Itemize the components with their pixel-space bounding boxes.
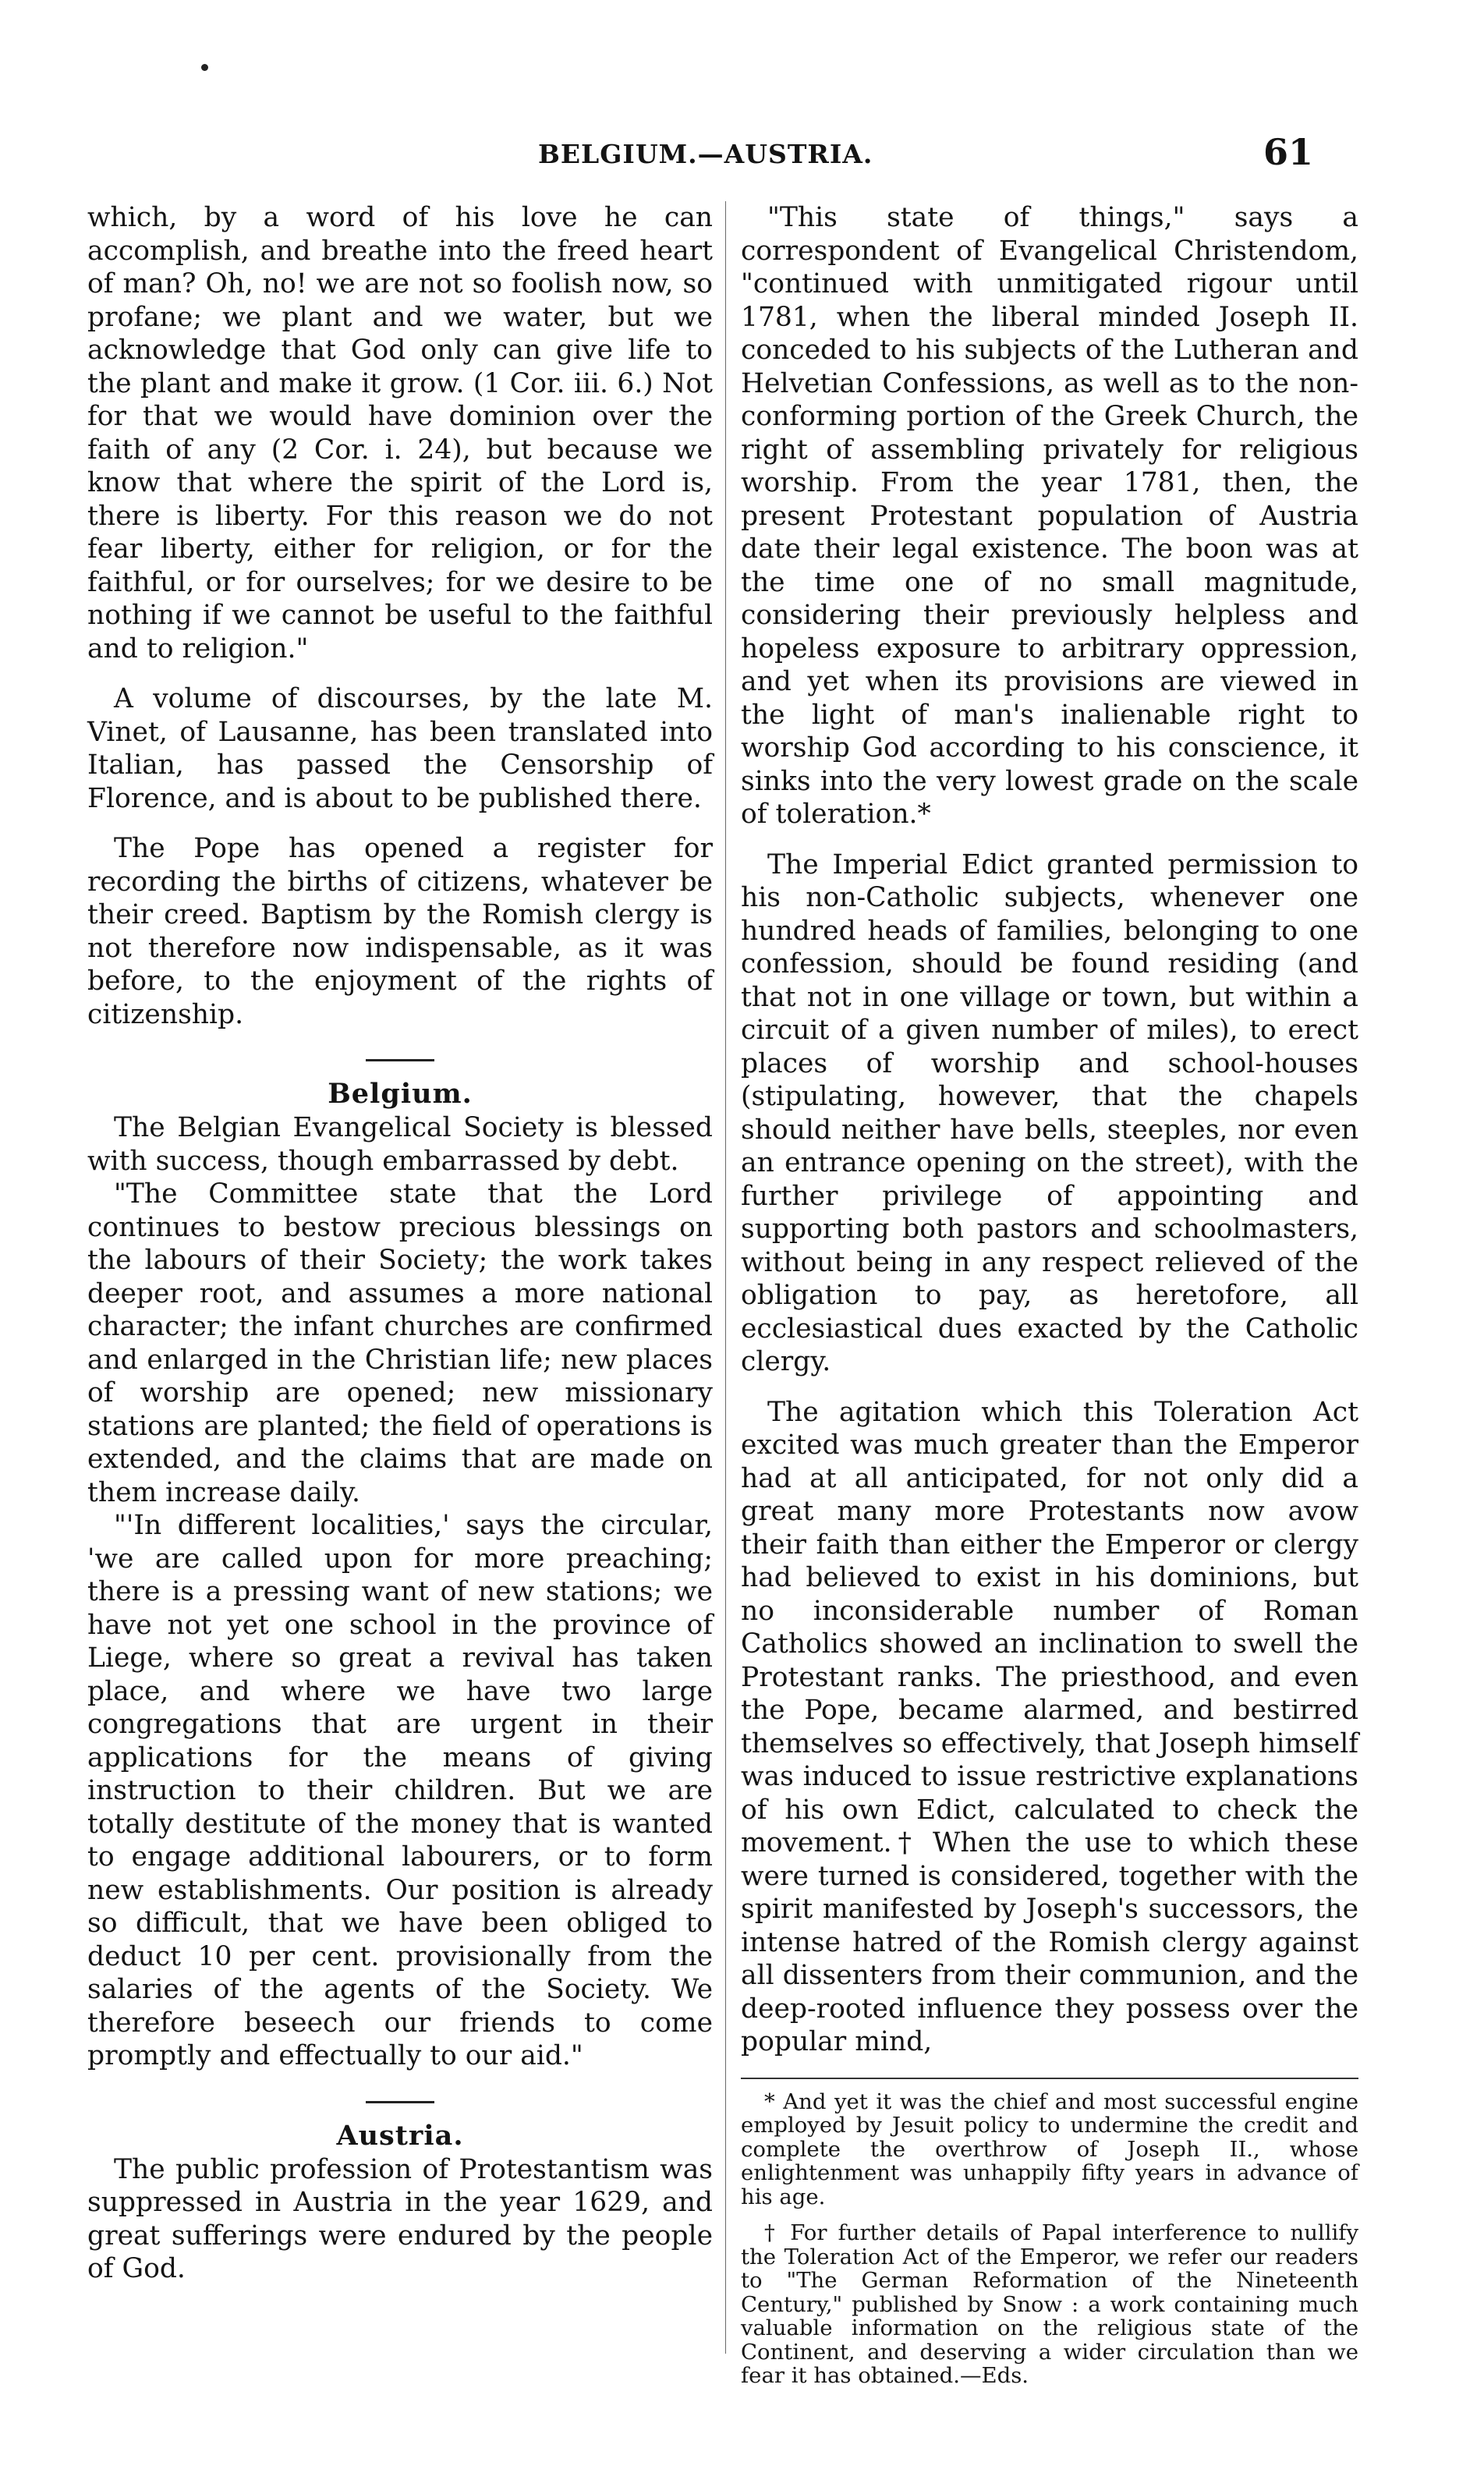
section-heading-austria: Austria. (336, 2119, 464, 2152)
footnote-rule (741, 2078, 1358, 2079)
paragraph-continuation: which, by a word of his love he can accomplish, and breathe into the freed heart of man? Oh, no! we are not so foolish now, so profane; we plant and we water, but we acknowledge that God only can give life to the plant and make it grow. (1 Cor. iii. 6.) Not for that we would have dominion over the faith of any (2 Cor. i. 24), but because we know that where the spirit of the Lord is, there is liberty. For this reason we do not fear liberty, either for religion, or for the faithful, or for ourselves; for we desire to be nothing if we cannot be useful to the faithful and to religion." (87, 202, 713, 664)
paragraph-toleration-act: The agitation which this Toleration Act excited was much greater than the Emperor had at all anticipated, for not only did a great many more Protestants now avow their faith than either the Emperor or clergy had believed to exist in his dominions, but no inconsiderable number of Roman Catholics showed an inclination to swell the Protestant ranks. The priesthood, and even the Pope, became alarmed, and bestirred themselves so effectively, that Joseph himself was induced to issue restrictive explanations of his own Edict, calculated to check the movement.† When the use to which these were turned is considered, together with the spirit manifested by Joseph's successors, the intense hatred of the Romish clergy against all dissenters from their communion, and the deep-rooted influence they possess over the popular mind, (741, 1396, 1358, 2057)
paragraph-belgian-society: The Belgian Evangelical Society is blessed with success, though embarrassed by debt. (87, 1112, 713, 1177)
section-divider (366, 2101, 434, 2103)
section-divider (366, 1059, 434, 1061)
paragraph-circular: "'In different localities,' says the circular, 'we are called upon for more preaching; there is a pressing want of new stations; we have not yet one school in the province of Liege, where so great a revival has taken place, and where we have two large congregations that are urgent in their applications for the means of giving instruction to their children. But we are totally destitute of the money that is wanted to engage additional labourers, or to form new establishments. Our position is already so difficult, that we have been obliged to deduct 10 per cent. provisionally from the salaries of the agents of the Society. We therefore beseech our friends to come promptly and effectually to our aid." (87, 1510, 713, 2071)
paragraph-state-of-things: "This state of things," says a correspondent of Evangelical Christendom, "continued with unmitigated rigour until 1781, when the liberal minded Joseph II. conceded to his subjects of the Lutheran and Helvetian Confessions, as well as to the non-conforming portion of the Greek Church, the right of assembling privately for religious worship. From the year 1781, then, the present Protestant population of Austria date their legal existence. The boon was at the time one of no small magnitude, considering their previously helpless and hopeless exposure to arbitrary oppression, and yet when its provisions are viewed in the light of man's inalienable right to worship God according to his conscience, it sinks into the very lowest grade on the scale of toleration.* (741, 202, 1358, 830)
paragraph-committee: "The Committee state that the Lord continues to bestow precious blessings on the labours of their Society; the work takes deeper root, and assumes a more national character; the infant churches are confirmed and enlarged in the Christian life; new places of worship are opened; new missionary stations are planted; the field of operations is extended, and the claims that are made on them increase daily. (87, 1178, 713, 1508)
footnote-papal-interference: † For further details of Papal interference to nullify the Toleration Act of the Emperor, we refer our readers to "The German Reformation of the Nineteenth Century," published by Snow : a work containing much valuable information on the religious state of the Continent, and deserving a wider circulation than we fear it has obtained.—Eds. (741, 2220, 1358, 2388)
footnote-jesuit-policy: * And yet it was the chief and most successful engine employed by Jesuit policy to undermine the credit and complete the overthrow of Joseph II., whose enlightenment was unhappily fifty years in advance of his age. (741, 2089, 1358, 2209)
running-head: BELGIUM.—AUSTRIA. (538, 139, 873, 169)
paragraph-austria-1629: The public profession of Protestantism was suppressed in Austria in the year 1629, and great sufferings were endured by the people of God. (87, 2153, 713, 2284)
column-rule (725, 201, 726, 2354)
paragraph-pope-register: The Pope has opened a register for recording the births of citizens, whatever be their creed. Baptism by the Romish clergy is not therefore now indispensable, as it was before, to the enjoyment of the rights of citizenship. (87, 833, 713, 1030)
ink-speck (201, 64, 208, 71)
left-column (87, 201, 713, 2286)
page-number: 61 (1263, 131, 1314, 173)
right-column (741, 201, 1358, 2388)
paragraph-vinet: A volume of discourses, by the late M. Vinet, of Lausanne, has been translated into Italian, has passed the Censorship of Florence, and is about to be published there. (87, 683, 713, 814)
paragraph-imperial-edict: The Imperial Edict granted permission to his non-Catholic subjects, whenever one hundred heads of families, belonging to one confession, should be found residing (and that not in one village or town, but within a circuit of a given number of miles), to erect places of worship and school-houses (stipulating, however, that the chapels should neither have bells, steeples, nor even an entrance opening on the street), with the further privilege of appointing and supporting both pastors and schoolmasters, without being in any respect relieved of the obligation to pay, as heretofore, all ecclesiastical dues exacted by the Catholic clergy. (741, 849, 1358, 1377)
section-heading-belgium: Belgium. (328, 1078, 473, 1110)
